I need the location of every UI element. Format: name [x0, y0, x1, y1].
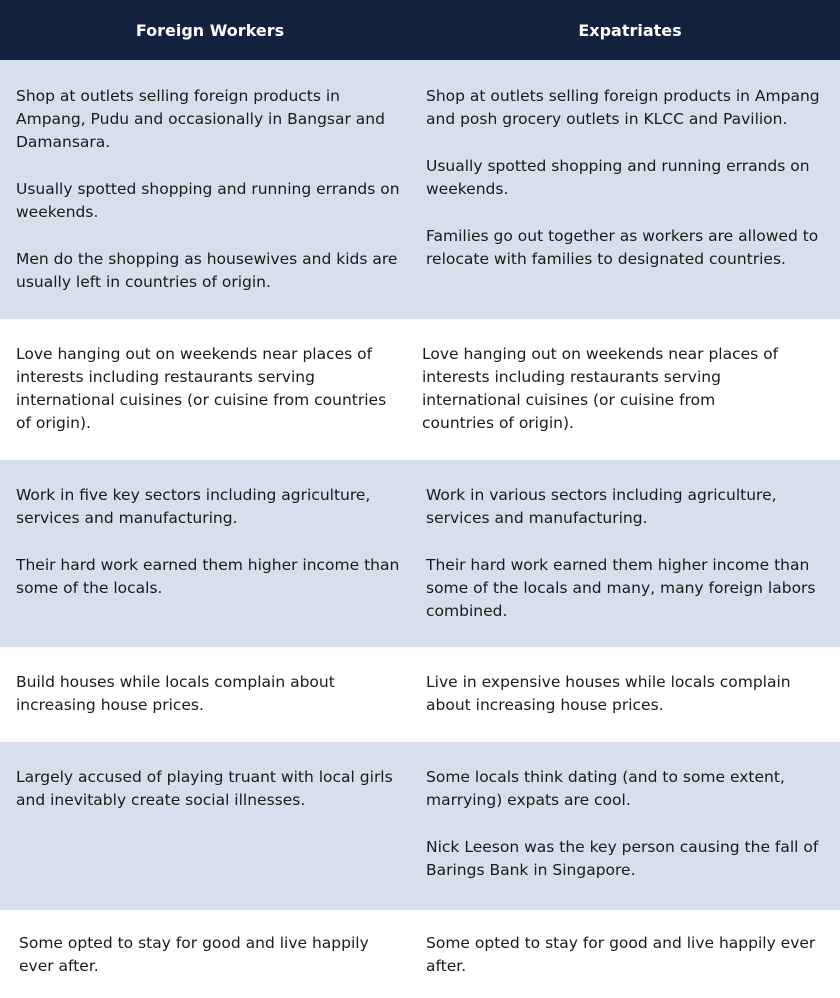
table-row: [0, 60, 840, 319]
cell-text: Shop at outlets selling foreign products in Ampang and posh grocery outlets in KLCC and Pavilion.: [426, 87, 820, 128]
table-row: [0, 319, 840, 460]
cell-text: Some opted to stay for good and live happily ever after.: [19, 934, 369, 975]
expatriates-cell: [410, 343, 800, 460]
foreign-workers-cell: [0, 343, 410, 460]
expatriates-cell: [410, 85, 840, 319]
header-expatriates: Expatriates: [578, 20, 682, 40]
cell-text: Nick Leeson was the key person causing the fall of Barings Bank in Singapore.: [426, 838, 819, 879]
expatriates-cell: [410, 766, 840, 910]
header-foreign-workers: Foreign Workers: [135, 20, 285, 40]
cell-text: Families go out together as workers are allowed to relocate with families to designated countries.: [426, 227, 819, 268]
table-row: [0, 460, 840, 647]
cell-text: Shop at outlets selling foreign products in Ampang, Pudu and occasionally in Bangsar and Damansara.: [16, 87, 385, 151]
foreign-workers-cell: [0, 671, 410, 742]
table-header: [0, 0, 840, 60]
expatriates-cell: [410, 932, 840, 998]
cell-text: Live in expensive houses while locals complain about increasing house prices.: [426, 673, 791, 714]
foreign-workers-cell: [0, 932, 410, 998]
cell-text: Build houses while locals complain about increasing house prices.: [16, 673, 335, 714]
cell-text: Some locals think dating (and to some extent, marrying) expats are cool.: [426, 768, 785, 809]
cell-text: Largely accused of playing truant with local girls and inevitably create social illnesses.: [16, 768, 393, 809]
foreign-workers-cell: [0, 484, 410, 647]
table-row: [0, 910, 840, 998]
cell-text: Usually spotted shopping and running errands on weekends.: [426, 157, 810, 198]
cell-text: Men do the shopping as housewives and kids are usually left in countries of origin.: [16, 250, 398, 291]
cell-text: Their hard work earned them higher income than some of the locals.: [16, 556, 400, 597]
cell-text: Love hanging out on weekends near places of interests including restaurants serving international cuisines (or cuisine from countries of origin).: [16, 345, 387, 432]
foreign-workers-cell: [0, 85, 410, 319]
foreign-workers-cell: [0, 766, 410, 910]
cell-text: Work in five key sectors including agriculture, services and manufacturing.: [16, 486, 371, 527]
cell-text: Love hanging out on weekends near places of interests including restaurants serving international cuisines (or cuisine from countries of origin).: [422, 345, 779, 432]
expatriates-cell: [410, 671, 840, 742]
cell-text: Work in various sectors including agriculture, services and manufacturing.: [426, 486, 777, 527]
table-row: [0, 647, 840, 742]
cell-text: Some opted to stay for good and live happily ever after.: [426, 934, 816, 975]
cell-text: Their hard work earned them higher income than some of the locals and many, many foreign labors combined.: [426, 556, 816, 620]
expatriates-cell: [410, 484, 840, 647]
table-row: [0, 742, 840, 910]
cell-text: Usually spotted shopping and running errands on weekends.: [16, 180, 400, 221]
